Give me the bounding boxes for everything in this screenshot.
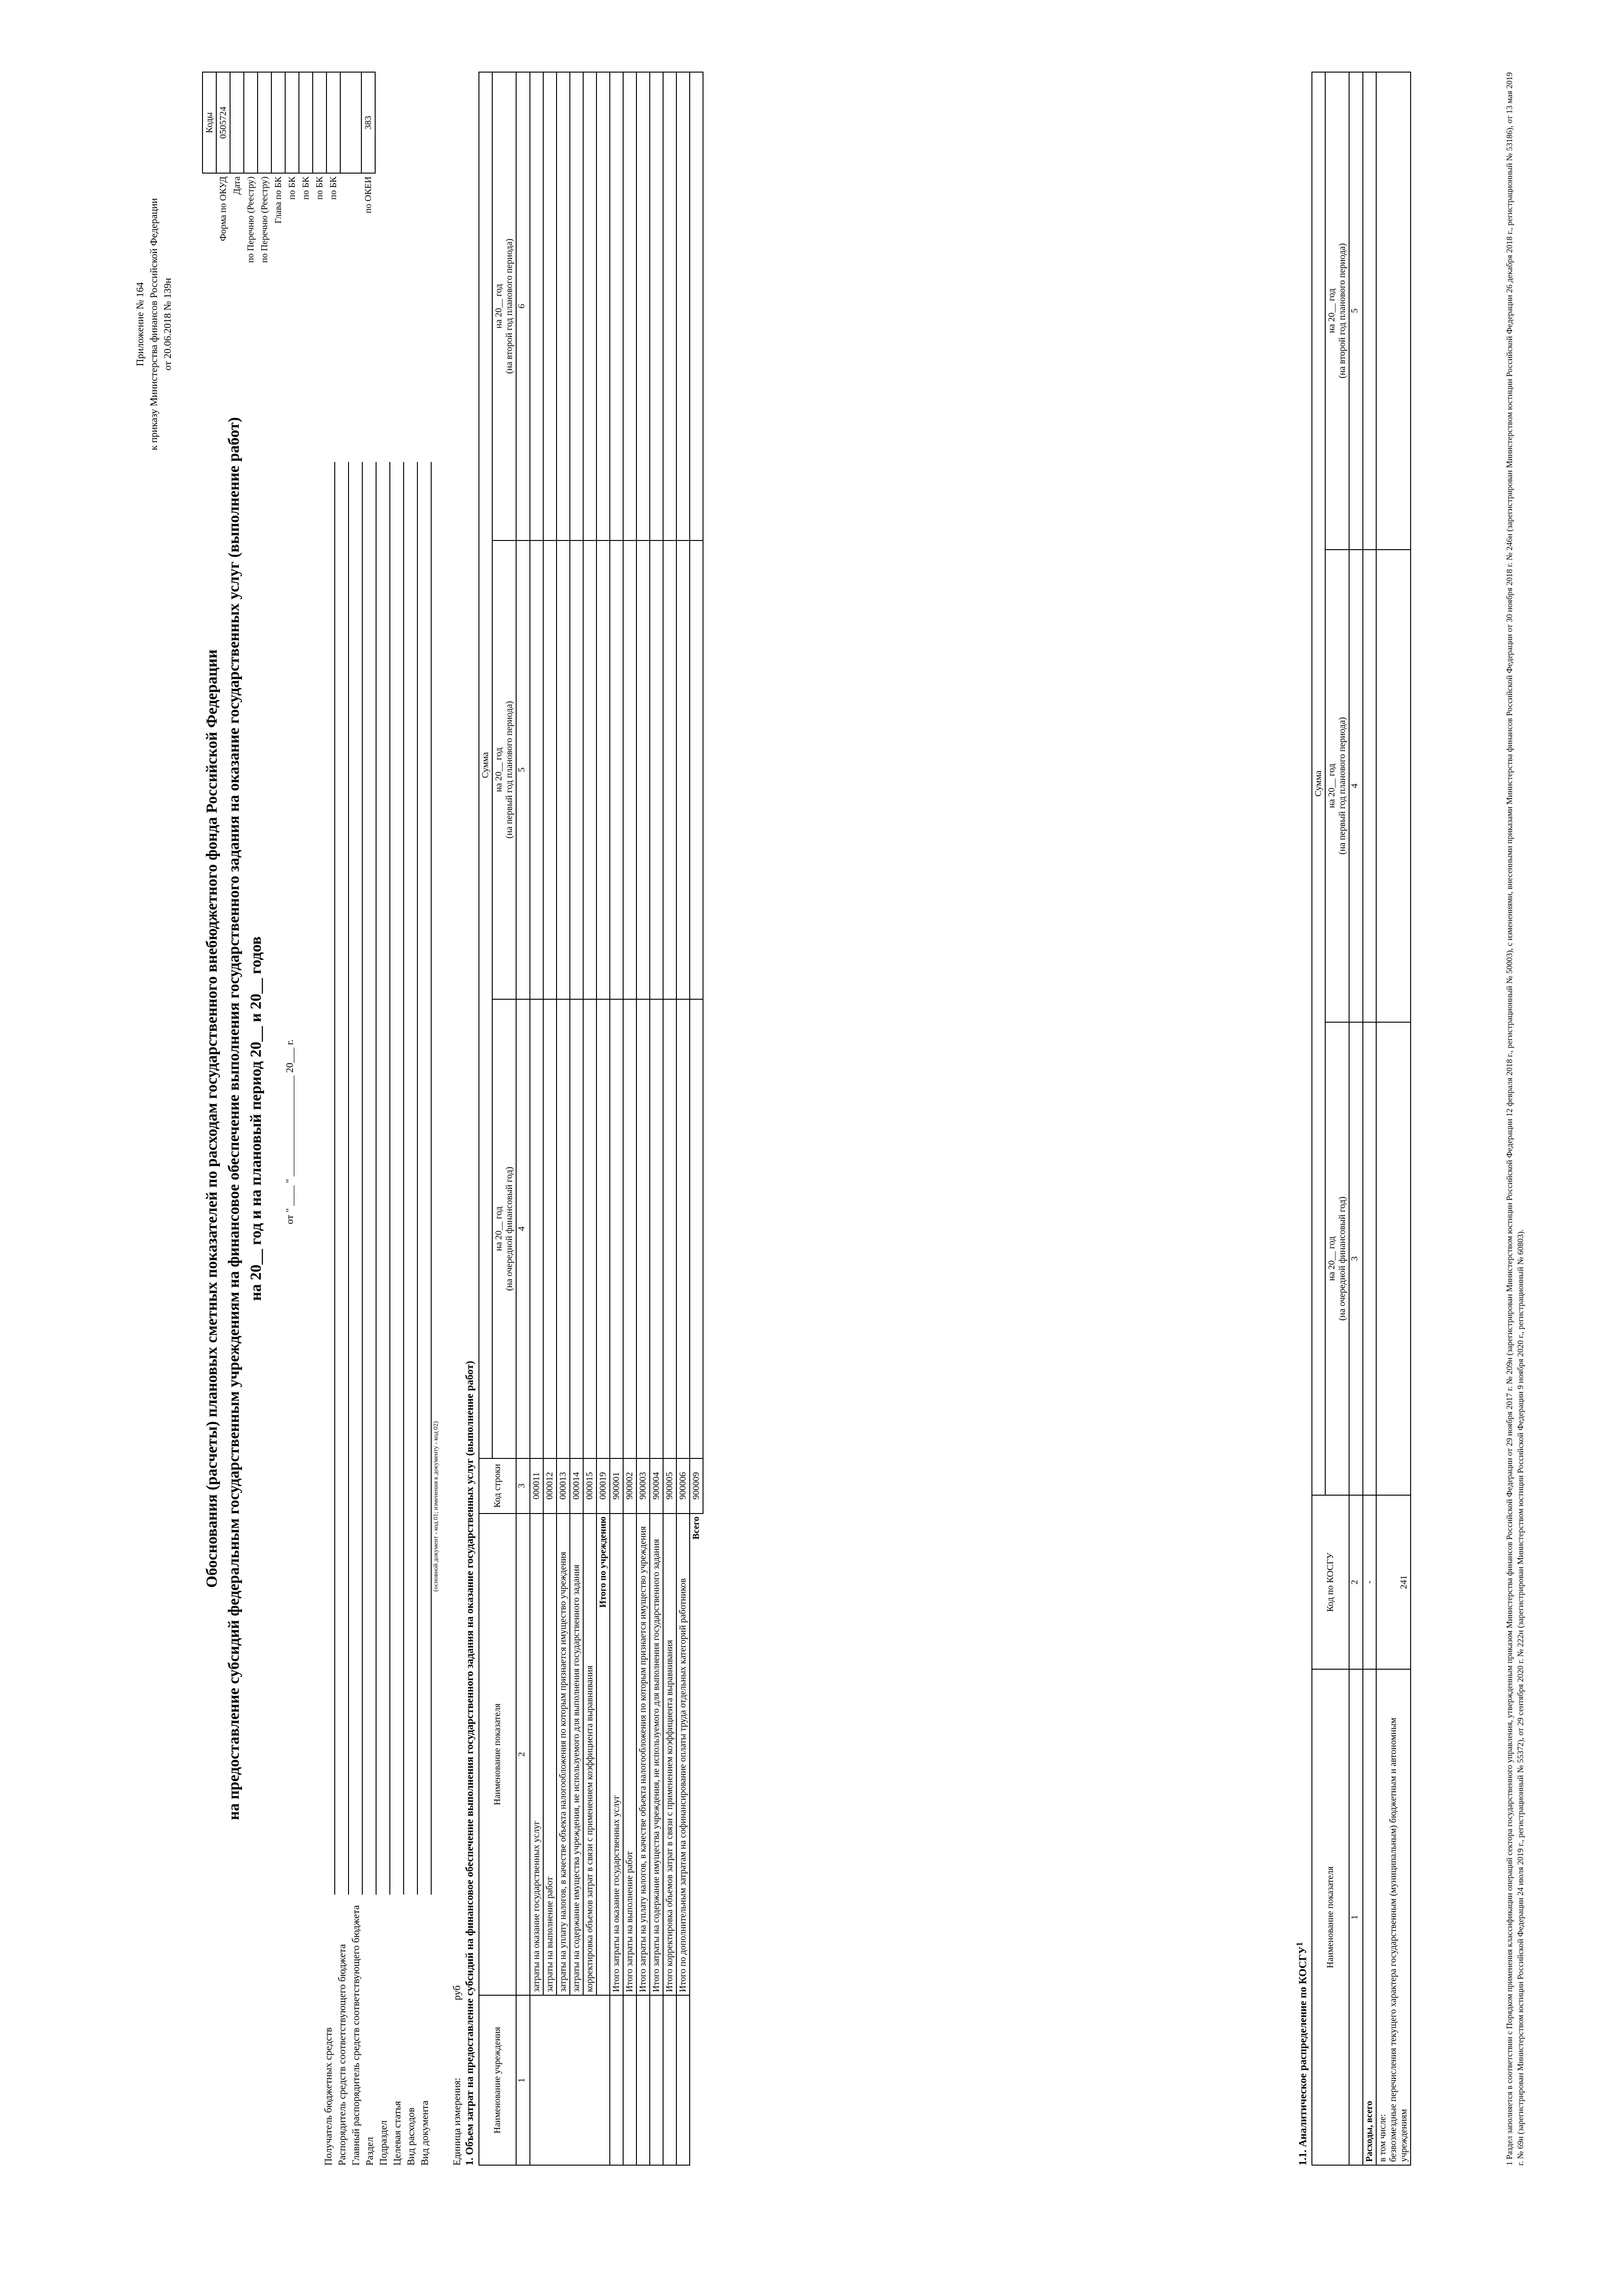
table-row (663, 72, 676, 2165)
institution-total-label: Итого по учреждению (596, 1514, 610, 1996)
value-cell[interactable] (1376, 72, 1411, 550)
field-line-recipient[interactable] (334, 462, 335, 1895)
code-label: Глава по БК (273, 176, 283, 224)
form-page (92, 72, 1538, 2166)
col-number: 5 (516, 540, 530, 1000)
year-3-label: на 20__ год (1327, 288, 1337, 333)
form-title-line-2: на предоставление субсидий федеральным государственным учреждениям на финансовое обеспечение выполнения государственного задания на оказание государственных услуг (выполнение работ) (225, 417, 242, 1820)
field-label-recipient: Получатель бюджетных средств (322, 2027, 334, 2166)
table-row (676, 72, 690, 2165)
row-code: 900005 (663, 1458, 676, 1514)
field-label-document-type: Вид документа (419, 2100, 430, 2166)
code-value (244, 72, 258, 173)
col-year-1 (1325, 1022, 1349, 1495)
unit-value: руб (451, 1985, 462, 2000)
col-sum: Сумма (479, 72, 492, 1458)
value-cell[interactable] (530, 540, 543, 1000)
footnote-mark: 1 (1295, 1942, 1305, 1947)
codes-table (202, 72, 376, 457)
row-name: Итого затраты на выполнение работ (623, 1514, 636, 1996)
table-row (570, 72, 583, 2165)
code-value (285, 72, 299, 173)
empty-cell (610, 1995, 623, 2165)
row-code: 241 (1376, 1495, 1411, 1670)
table-row (1363, 72, 1376, 2165)
footnote: 1 Раздел заполняется в соответствии с Порядком применения классификации операций сектора государственного управления, утвержденным приказом Министерства финансов Российской Федерации от 29 ноября 2017 г. № 209н (зарегистрирован Министерством юстиции Российской Федерации 12 февраля 2018 г., регистрационный № 50003), с изменениями, внесенными приказами Министерства финансов Российской Федерации от 30 ноября 2018 г. № 246н (зарегистрирован Министерством юстиции Российской Федерации 26 декабря 2018 г., регистрационный № 53186), от 13 мая 2019 г. № 69н (зарегистрирован Министерством юстиции Российской Федерации 24 июля 2019 г., регистрационный № 55372), от 29 сентября 2020 г. № 222н (зарегистрирован Министерством юстиции Российской Федерации 9 ноября 2020 г., регистрационный № 60803). (1505, 72, 1525, 2166)
row-code: 900009 (690, 1458, 703, 1514)
code-value (230, 72, 244, 173)
empty-cell (650, 1995, 663, 2165)
code-label: Форма по ОКУД (218, 176, 228, 242)
appendix-line-3: от 20.06.2018 № 139н (162, 278, 173, 371)
col-number: 3 (516, 1458, 530, 1514)
col-institution: Наименование учреждения (479, 1995, 516, 2165)
appendix-header (133, 72, 174, 577)
okei-value: 383 (361, 72, 375, 173)
section-1-title: 1. Объем затрат на предоставление субсидий на финансовое обеспечение выполнения государственного задания на оказание государственных услуг (выполнение работ) (464, 1361, 475, 2166)
year-1-label: на 20__ год (494, 1206, 504, 1251)
row-incl: в том числе: (1378, 2114, 1388, 2162)
column-numbers-row (516, 72, 530, 2165)
field-label-main-distributor: Главный распорядитель средств соответствующего бюджета (350, 1905, 361, 2166)
value-cell[interactable] (650, 540, 663, 1000)
code-label: по БК (314, 176, 325, 200)
section-1-1-table (1311, 72, 1411, 2166)
value-cell[interactable] (663, 999, 676, 1458)
row-code: 000014 (570, 1458, 583, 1514)
empty-cell (623, 1995, 636, 2165)
row-code: 900001 (610, 1458, 623, 1514)
value-cell[interactable] (543, 999, 557, 1458)
row-name: Итого затраты на содержание имущества учреждения, не используемого для выполнения государственного задания (650, 1514, 663, 1996)
okei-label: по ОКЕИ (363, 176, 373, 214)
row-name: Итого затраты на оказание государственных услуг (610, 1514, 623, 1996)
row-name: затраты на уплату налогов, в качестве объекта налогообложения по которым признается имущество учреждения (557, 1514, 570, 1996)
col-indicator: Наименование показателя (1312, 1669, 1349, 2165)
form-title-line-3: на 20__ год и на плановый период 20__ и 20__ годов (248, 936, 264, 1301)
value-cell[interactable] (690, 540, 703, 1000)
empty-cell (663, 1995, 676, 2165)
code-label: по БК (328, 176, 338, 200)
row-name: Расходы, всего (1363, 1669, 1376, 2165)
row-code: 000015 (583, 1458, 596, 1514)
code-value (258, 72, 271, 173)
table-row (636, 72, 650, 2165)
table-row (650, 72, 663, 2165)
row-code: 000019 (596, 1458, 610, 1514)
col-code: Код строки (479, 1458, 516, 1514)
field-line-expense-type[interactable] (417, 462, 418, 1895)
row-name: Итого затраты на уплату налогов, в качестве объекта налогообложения по которым признается имущество учреждения (636, 1514, 650, 1996)
appendix-line-2: к приказу Министерства финансов Российской Федерации (148, 198, 159, 450)
value-cell[interactable] (1363, 72, 1376, 550)
table-row (557, 72, 570, 2165)
form-title-line-1: Обоснования (расчеты) плановых сметных показателей по расходам государственного внебюджетного фонда Российской Федерации (203, 649, 220, 1588)
field-line-target-article[interactable] (403, 462, 404, 1895)
code-label: по Перечню (Реестру) (245, 176, 256, 263)
col-number: 1 (516, 1995, 530, 2165)
value-cell[interactable] (636, 999, 650, 1458)
col-year-1 (492, 999, 516, 1458)
year-3-sub: (на второй год планового периода) (1337, 243, 1347, 378)
field-line-section[interactable] (376, 462, 377, 1895)
institution-name-cell[interactable] (530, 1995, 610, 2165)
institution-total-row (596, 72, 610, 2165)
year-3-sub: (на второй год планового периода) (504, 238, 514, 374)
year-2-label: на 20__ год (1327, 763, 1337, 808)
col-sum: Сумма (1312, 72, 1325, 1495)
year-1-sub: (на очередной финансовый год) (1337, 1196, 1347, 1321)
empty-cell (636, 1995, 650, 2165)
col-indicator: Наименование показателя (479, 1514, 516, 1996)
value-cell[interactable] (610, 540, 623, 1000)
row-name (1376, 1669, 1411, 2165)
value-cell[interactable] (676, 540, 690, 1000)
value-cell[interactable] (1363, 1022, 1376, 1495)
col-year-2 (1325, 550, 1349, 1023)
value-cell[interactable] (1376, 550, 1411, 1023)
col-number: 4 (1349, 550, 1363, 1023)
col-number: 4 (516, 999, 530, 1458)
row-code: 900006 (676, 1458, 690, 1514)
value-cell[interactable] (636, 72, 650, 540)
col-number: 3 (1349, 1022, 1363, 1495)
col-year-3 (1325, 72, 1349, 550)
code-label: Дата (231, 176, 242, 195)
codes-header: Коды (203, 72, 216, 173)
row-code: 000013 (557, 1458, 570, 1514)
value-cell[interactable] (650, 72, 663, 540)
row-transfer: безвозмездные перечисления текущего характера государственным (муниципальным) бюджетным и автономным учреждениям (1388, 1717, 1409, 2162)
value-cell[interactable] (530, 72, 543, 540)
document-date: от " ____ " ____________________ 20___ г. (284, 1039, 295, 1224)
value-cell[interactable] (650, 999, 663, 1458)
code-label: по Перечню (Реестру) (259, 176, 270, 263)
grand-total-row (690, 72, 703, 2165)
col-number: 5 (1349, 72, 1363, 550)
year-2-label: на 20__ год (494, 747, 504, 792)
row-code: 900003 (636, 1458, 650, 1514)
row-code: 900002 (623, 1458, 636, 1514)
table-row (1376, 72, 1411, 2165)
field-line-distributor[interactable] (348, 462, 349, 1895)
value-cell[interactable] (583, 999, 596, 1458)
col-number: 2 (516, 1514, 530, 1996)
field-line-document-type[interactable] (431, 462, 432, 1895)
code-value: 0505724 (216, 72, 230, 173)
section-1-1-title (1295, 1942, 1309, 2166)
col-year-2 (492, 540, 516, 1000)
table-row (530, 72, 543, 2165)
value-cell[interactable] (623, 72, 636, 540)
value-cell[interactable] (663, 540, 676, 1000)
value-cell[interactable] (583, 540, 596, 1000)
row-code: - (1363, 1495, 1376, 1670)
section-1-table (478, 72, 703, 2166)
year-3-label: на 20__ год (494, 284, 504, 329)
value-cell[interactable] (570, 72, 583, 540)
value-cell[interactable] (596, 540, 610, 1000)
row-name: затраты на содержание имущества учреждения, не используемого для выполнения государственного задания (570, 1514, 583, 1996)
col-kosgu: Код по КОСГУ (1312, 1495, 1349, 1670)
row-name: затраты на выполнение работ (543, 1514, 557, 1996)
field-label-subsection: Подраздел (377, 2120, 389, 2166)
field-label-target-article: Целевая статья (391, 2101, 403, 2166)
col-number: 1 (1349, 1669, 1363, 2165)
value-cell[interactable] (543, 540, 557, 1000)
value-cell[interactable] (1376, 1022, 1411, 1495)
value-cell[interactable] (570, 999, 583, 1458)
column-numbers-row (1349, 72, 1363, 2165)
row-name: затраты на оказание государственных услуг (530, 1514, 543, 1996)
row-name: корректировка объемов затрат в связи с применением коэффициента выравнивания (583, 1514, 596, 1996)
document-type-note: (основной документ - код 01; изменения к документу - код 02) (433, 1421, 439, 1592)
year-2-sub: (на первый год планового периода) (1337, 717, 1347, 855)
field-line-subsection[interactable] (389, 462, 390, 1895)
section-1-1-title-text: 1.1. Аналитическое распределение по КОСГУ (1297, 1946, 1309, 2166)
grand-total-label: Всего (691, 1516, 701, 1540)
value-cell[interactable] (596, 999, 610, 1458)
row-code: 900004 (650, 1458, 663, 1514)
value-cell[interactable] (1363, 550, 1376, 1023)
value-cell[interactable] (543, 72, 557, 540)
value-cell[interactable] (690, 999, 703, 1458)
code-label: по БК (287, 176, 297, 200)
value-cell[interactable] (610, 72, 623, 540)
col-year-3 (492, 72, 516, 540)
year-2-sub: (на первый год планового периода) (504, 701, 514, 839)
field-line-main-distributor[interactable] (362, 462, 363, 1895)
col-number: 6 (516, 72, 530, 540)
field-label-expense-type: Вид расходов (405, 2107, 416, 2166)
table-row (610, 72, 623, 2165)
value-cell[interactable] (623, 540, 636, 1000)
col-number: 2 (1349, 1495, 1363, 1670)
value-cell[interactable] (610, 999, 623, 1458)
value-cell[interactable] (636, 540, 650, 1000)
value-cell[interactable] (530, 999, 543, 1458)
table-row (623, 72, 636, 2165)
code-value (299, 72, 313, 173)
value-cell[interactable] (596, 72, 610, 540)
row-code: 000011 (530, 1458, 543, 1514)
year-1-sub: (на очередной финансовый год) (504, 1166, 514, 1291)
value-cell[interactable] (663, 72, 676, 540)
value-cell[interactable] (676, 999, 690, 1458)
field-label-section: Раздел (364, 2137, 375, 2166)
appendix-line-1: Приложение № 164 (134, 282, 146, 366)
code-label: по БК (300, 176, 311, 200)
unit-label: Единица измерения: (451, 2077, 462, 2166)
year-1-label: на 20__ год (1327, 1236, 1337, 1281)
value-cell[interactable] (623, 999, 636, 1458)
table-row (543, 72, 557, 2165)
field-label-distributor: Распорядитель средств соответствующего бюджета (336, 1944, 348, 2166)
code-value (313, 72, 326, 173)
value-cell[interactable] (557, 72, 570, 540)
value-cell[interactable] (557, 999, 570, 1458)
value-cell[interactable] (557, 540, 570, 1000)
value-cell[interactable] (676, 72, 690, 540)
row-code: 000012 (543, 1458, 557, 1514)
code-value (326, 72, 340, 173)
value-cell[interactable] (690, 72, 703, 540)
value-cell[interactable] (583, 72, 596, 540)
table-row (583, 72, 596, 2165)
value-cell[interactable] (570, 540, 583, 1000)
row-name: Итого по дополнительным затратам на софинансирование оплаты труда отдельных категорий работников (676, 1514, 690, 1996)
row-name: Итого корректировка объемов затрат в связи с применением коэффициента выравнивания (663, 1514, 676, 1996)
code-value (271, 72, 285, 173)
empty-cell (676, 1995, 690, 2165)
